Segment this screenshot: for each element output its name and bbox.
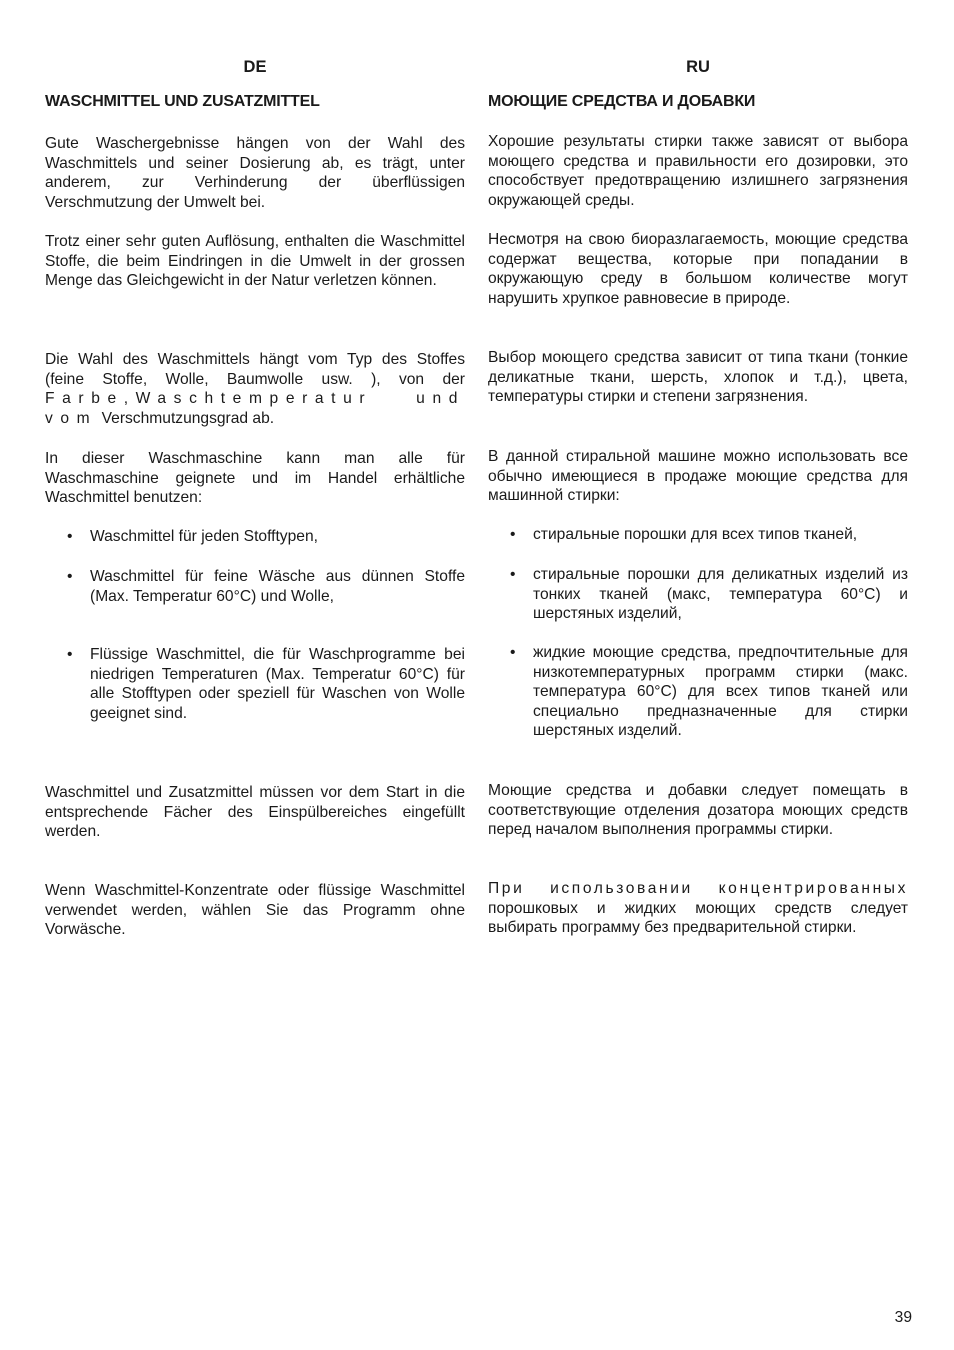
paragraph-ru-6-part-1: При использовании концентрированных	[488, 880, 908, 897]
list-item-de-1	[45, 527, 465, 547]
bullet-icon: •	[510, 526, 516, 543]
paragraph-ru-2: Несмотря на свою биоразлагаемость, моющие средства содержат вещества, которые при попадании в окружающую среду в большом количестве могут нарушить хрупкое равновесие в природе.	[488, 231, 908, 307]
list-item-text: стиральные порошки для деликатных изделий из тонких тканей (макс, температура 60°С) и шерстяных изделий,	[533, 566, 908, 623]
section-heading-de: WASCHMITTEL UND ZUSATZMITTEL	[45, 93, 320, 110]
list-item-de-2	[45, 567, 465, 606]
paragraph-de-3	[45, 350, 465, 428]
bullet-icon: •	[67, 528, 73, 545]
paragraph-ru-1: Хорошие результаты стирки также зависят от выбора моющего средства и правильности его дозировки, это способствует предотвращению излишнего загрязнения окружающей среды.	[488, 133, 908, 209]
paragraph-de-1: Gute Waschergebnisse hängen von der Wahl des Waschmittels und seiner Dosierung ab, es trägt, unter anderem, zur Verhinderung der überflüssigen Verschmutzung der Umwelt bei.	[45, 135, 465, 211]
language-label-ru: RU	[686, 58, 710, 76]
paragraph-de-5: Waschmittel und Zusatzmittel müssen vor dem Start in die entsprechende Fächer des Einspülbereiches eingefüllt werden.	[45, 784, 465, 841]
paragraph-ru-3: Выбор моющего средства зависит от типа ткани (тонкие деликатные ткани, шерсть, хлопок и т.д.), цвета, температуры стирки и степени загрязнения.	[488, 349, 908, 406]
paragraph-ru-5: Моющие средства и добавки следует помещать в соответствующие отделения дозатора моющих средств перед началом выполнения программы стирки.	[488, 782, 908, 839]
list-item-text: стиральные порошки для всех типов тканей,	[533, 526, 858, 543]
paragraph-ru-6	[488, 879, 908, 938]
paragraph-ru-4: В данной стиральной машине можно использовать все обычно имеющиеся в продаже моющие средства для машинной стирки:	[488, 448, 908, 505]
list-item-de-3	[45, 645, 465, 723]
list-item-text: Flüssige Waschmittel, die für Waschprogramme bei niedrigen Temperaturen (Max. Temperatur 60°C) für alle Stofftypen oder speziell für Waschen von Wolle geeignet sind.	[90, 646, 465, 722]
paragraph-de-6: Wenn Waschmittel-Konzentrate oder flüssige Waschmittel verwendet werden, wählen Sie das Programm ohne Vorwäsche.	[45, 882, 465, 939]
paragraph-de-3-part-2: Farbe,Waschtemperatur und vom	[45, 390, 465, 427]
paragraph-de-2: Trotz einer sehr guten Auflösung, enthalten die Waschmittel Stoffe, die beim Eindringen in die Umwelt in der grossen Menge das Gleichgewicht in der Natur verletzen können.	[45, 233, 465, 290]
list-item-ru-3	[488, 643, 908, 741]
language-label-de: DE	[243, 58, 267, 76]
bullet-icon: •	[510, 644, 516, 661]
paragraph-de-3-part-3: Verschmutzungsgrad ab.	[101, 409, 275, 427]
list-item-text: Waschmittel für feine Wäsche aus dünnen Stoffe (Max. Temperatur 60°C) und Wolle,	[90, 568, 465, 605]
bullet-icon: •	[67, 646, 73, 663]
page-number: 39	[894, 1309, 912, 1326]
bullet-icon: •	[67, 568, 73, 585]
list-item-ru-2	[488, 565, 908, 624]
bullet-icon: •	[510, 566, 516, 583]
list-item-ru-1	[488, 525, 908, 545]
list-item-text: Waschmittel für jeden Stofftypen,	[90, 528, 318, 545]
paragraph-de-3-part-1: Die Wahl des Waschmittels hängt vom Typ des Stoffes (feine Stoffe, Wolle, Baumwolle usw. ), von der	[45, 351, 465, 388]
section-heading-ru: МОЮЩИЕ СРЕДСТВА И ДОБАВКИ	[488, 93, 756, 110]
list-item-text: жидкие моющие средства, предпочтительные для низкотемпературных программ стирки (макс. температура 60°С) для всех типов тканей или специально предназначенные для стирки шерстяных изделий.	[533, 644, 908, 740]
paragraph-ru-6-part-2: порошковых и жидких моющих средств следует выбирать программу без предварительной стирки.	[488, 899, 908, 937]
paragraph-de-4: In dieser Waschmaschine kann man alle für Waschmaschine geignete und im Handel erhältliche Waschmittel benutzen:	[45, 450, 465, 507]
